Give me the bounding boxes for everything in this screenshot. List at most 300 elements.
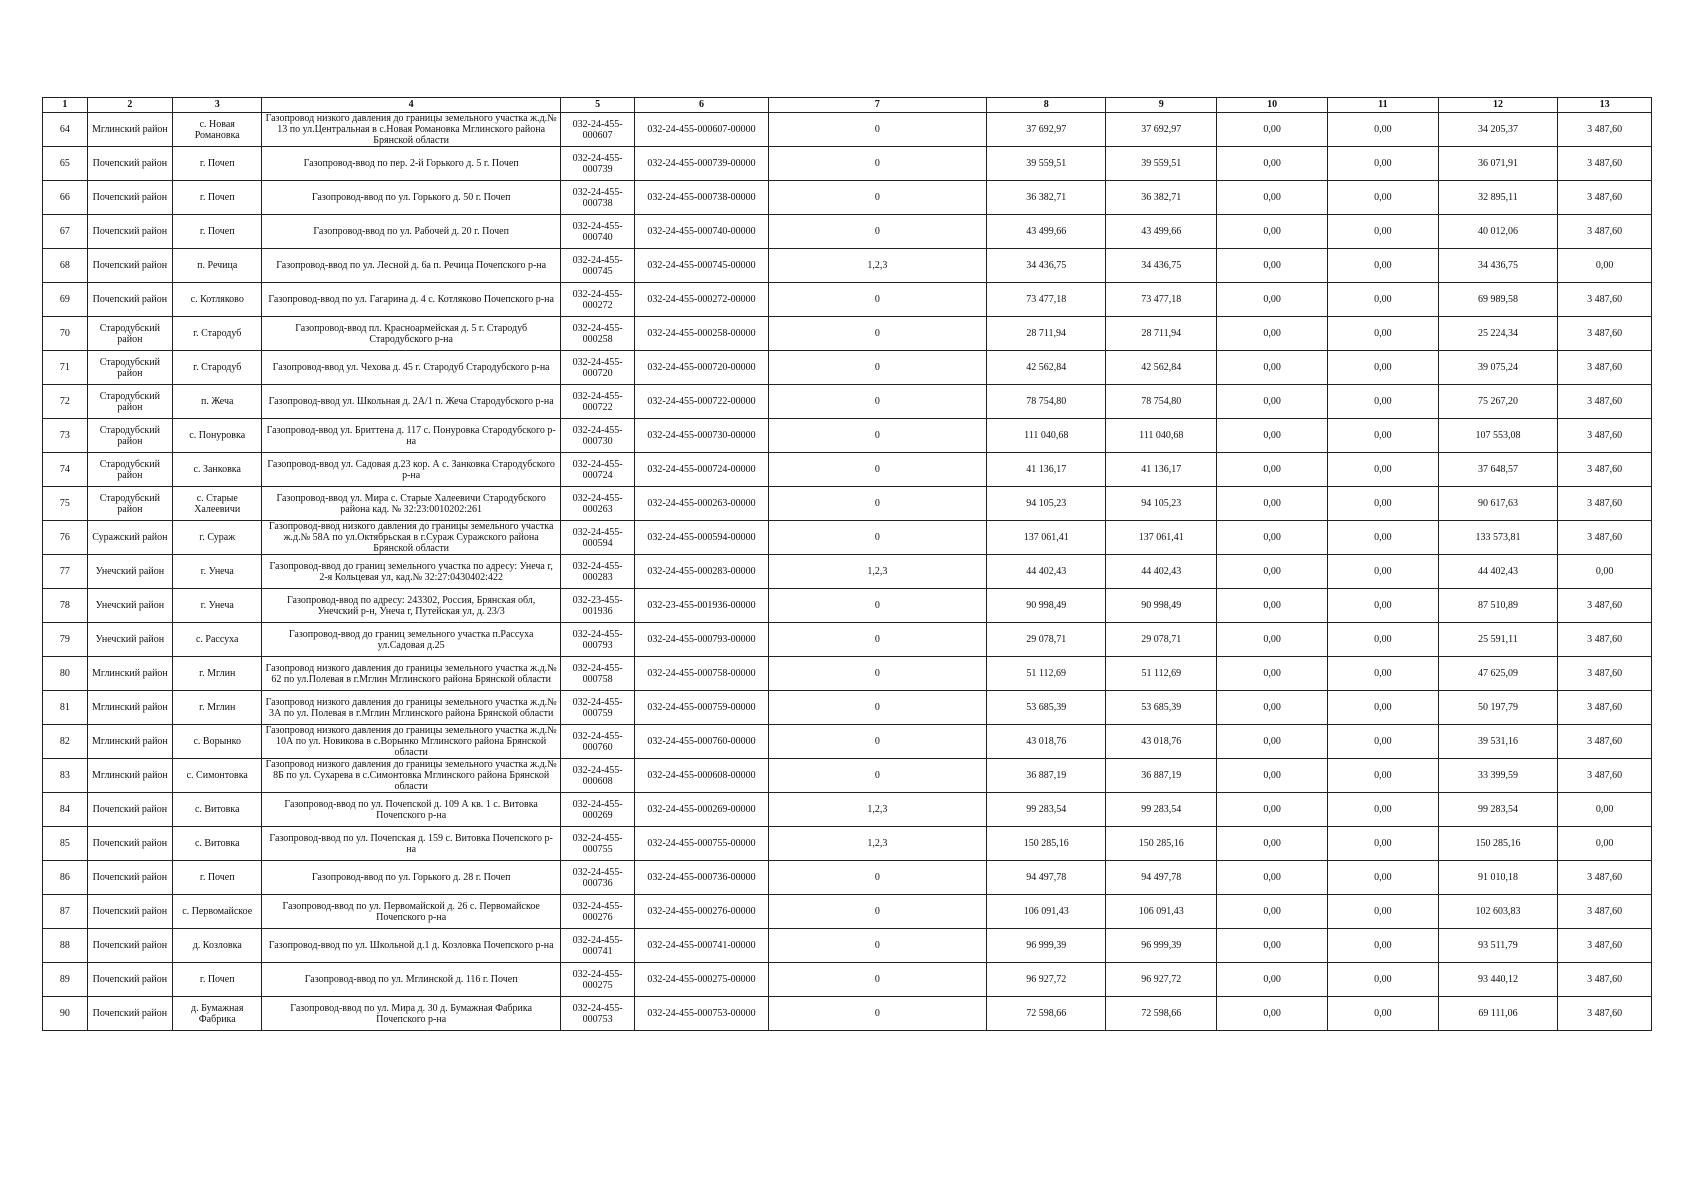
- object-description-cell: Газопровод-ввод по адресу: 243302, Россия, Брянская обл, Унечский р-н, Унеча г, Путейская ул, д. 23/3: [262, 589, 560, 623]
- inventory-number-cell: 032-24-455-000755: [560, 827, 635, 861]
- column-13-value-cell: 0,00: [1558, 827, 1652, 861]
- column-12-value-cell: 75 267,20: [1438, 385, 1557, 419]
- cadastral-number-cell: 032-23-455-001936-00000: [635, 589, 768, 623]
- inventory-number-cell: 032-24-455-000607: [560, 113, 635, 147]
- table-row: [43, 759, 1652, 793]
- column-13-value-cell: 3 487,60: [1558, 997, 1652, 1031]
- column-7-cell: 0: [768, 589, 986, 623]
- column-12-value-cell: 47 625,09: [1438, 657, 1557, 691]
- cadastral-number-cell: 032-24-455-000283-00000: [635, 555, 768, 589]
- column-10-value-cell: 0,00: [1217, 793, 1328, 827]
- table-body: [43, 113, 1652, 1031]
- column-8-value-cell: 37 692,97: [987, 113, 1106, 147]
- table-row: [43, 861, 1652, 895]
- column-12-value-cell: 91 010,18: [1438, 861, 1557, 895]
- column-7-cell: 0: [768, 963, 986, 997]
- column-11-value-cell: 0,00: [1327, 147, 1438, 181]
- row-number-cell: 67: [43, 215, 88, 249]
- settlement-cell: г. Стародуб: [172, 351, 262, 385]
- column-10-value-cell: 0,00: [1217, 963, 1328, 997]
- column-13-value-cell: 3 487,60: [1558, 453, 1652, 487]
- column-7-cell: 0: [768, 929, 986, 963]
- district-cell: Почепский район: [87, 147, 172, 181]
- row-number-cell: 87: [43, 895, 88, 929]
- inventory-number-cell: 032-24-455-000722: [560, 385, 635, 419]
- column-11-value-cell: 0,00: [1327, 861, 1438, 895]
- column-11-value-cell: 0,00: [1327, 895, 1438, 929]
- column-header: 13: [1558, 98, 1652, 113]
- column-12-value-cell: 93 440,12: [1438, 963, 1557, 997]
- column-7-cell: 0: [768, 283, 986, 317]
- column-8-value-cell: 72 598,66: [987, 997, 1106, 1031]
- column-11-value-cell: 0,00: [1327, 351, 1438, 385]
- cadastral-number-cell: 032-24-455-000724-00000: [635, 453, 768, 487]
- object-description-cell: Газопровод низкого давления до границы земельного участка ж.д.№ 62 по ул.Полевая в г.Мглин Мглинского района Брянской области: [262, 657, 560, 691]
- column-8-value-cell: 150 285,16: [987, 827, 1106, 861]
- row-number-cell: 77: [43, 555, 88, 589]
- object-description-cell: Газопровод-ввод по ул. Мира д. 30 д. Бумажная Фабрика Почепского р-на: [262, 997, 560, 1031]
- column-9-value-cell: 34 436,75: [1106, 249, 1217, 283]
- column-11-value-cell: 0,00: [1327, 181, 1438, 215]
- column-10-value-cell: 0,00: [1217, 283, 1328, 317]
- table-row: [43, 929, 1652, 963]
- column-9-value-cell: 94 497,78: [1106, 861, 1217, 895]
- column-9-value-cell: 44 402,43: [1106, 555, 1217, 589]
- table-row: [43, 997, 1652, 1031]
- column-12-value-cell: 87 510,89: [1438, 589, 1557, 623]
- settlement-cell: г. Стародуб: [172, 317, 262, 351]
- column-10-value-cell: 0,00: [1217, 317, 1328, 351]
- row-number-cell: 69: [43, 283, 88, 317]
- column-header: 6: [635, 98, 768, 113]
- column-10-value-cell: 0,00: [1217, 351, 1328, 385]
- settlement-cell: с. Занковка: [172, 453, 262, 487]
- column-12-value-cell: 39 531,16: [1438, 725, 1557, 759]
- row-number-cell: 89: [43, 963, 88, 997]
- column-13-value-cell: 3 487,60: [1558, 147, 1652, 181]
- row-number-cell: 84: [43, 793, 88, 827]
- column-12-value-cell: 90 617,63: [1438, 487, 1557, 521]
- district-cell: Почепский район: [87, 283, 172, 317]
- column-11-value-cell: 0,00: [1327, 623, 1438, 657]
- row-number-cell: 71: [43, 351, 88, 385]
- column-10-value-cell: 0,00: [1217, 997, 1328, 1031]
- district-cell: Унечский район: [87, 589, 172, 623]
- inventory-number-cell: 032-24-455-000759: [560, 691, 635, 725]
- table-row: [43, 147, 1652, 181]
- settlement-cell: с. Ворынко: [172, 725, 262, 759]
- row-number-cell: 88: [43, 929, 88, 963]
- settlement-cell: с. Старые Халеевичи: [172, 487, 262, 521]
- table-row: [43, 215, 1652, 249]
- column-9-value-cell: 39 559,51: [1106, 147, 1217, 181]
- cadastral-number-cell: 032-24-455-000736-00000: [635, 861, 768, 895]
- column-8-value-cell: 90 998,49: [987, 589, 1106, 623]
- column-9-value-cell: 41 136,17: [1106, 453, 1217, 487]
- column-12-value-cell: 40 012,06: [1438, 215, 1557, 249]
- column-header: 2: [87, 98, 172, 113]
- column-12-value-cell: 25 591,11: [1438, 623, 1557, 657]
- column-11-value-cell: 0,00: [1327, 555, 1438, 589]
- object-description-cell: Газопровод-ввод до границ земельного участка по адресу: Унеча г, 2-я Кольцевая ул, кад.№ 32:27:0430402:422: [262, 555, 560, 589]
- district-cell: Почепский район: [87, 895, 172, 929]
- district-cell: Почепский район: [87, 929, 172, 963]
- district-cell: Мглинский район: [87, 691, 172, 725]
- column-number-row: [43, 98, 1652, 113]
- column-10-value-cell: 0,00: [1217, 725, 1328, 759]
- district-cell: Мглинский район: [87, 725, 172, 759]
- object-description-cell: Газопровод-ввод низкого давления до границы земельного участка ж.д.№ 58А по ул.Октябрьская в г.Сураж Суражского района Брянской области: [262, 521, 560, 555]
- column-7-cell: 0: [768, 215, 986, 249]
- column-13-value-cell: 3 487,60: [1558, 351, 1652, 385]
- object-description-cell: Газопровод-ввод до границ земельного участка п.Рассуха ул.Садовая д.25: [262, 623, 560, 657]
- table-row: [43, 113, 1652, 147]
- cadastral-number-cell: 032-24-455-000739-00000: [635, 147, 768, 181]
- column-9-value-cell: 111 040,68: [1106, 419, 1217, 453]
- column-9-value-cell: 72 598,66: [1106, 997, 1217, 1031]
- district-cell: Почепский район: [87, 963, 172, 997]
- column-12-value-cell: 39 075,24: [1438, 351, 1557, 385]
- column-12-value-cell: 34 436,75: [1438, 249, 1557, 283]
- column-9-value-cell: 137 061,41: [1106, 521, 1217, 555]
- row-number-cell: 86: [43, 861, 88, 895]
- column-13-value-cell: 3 487,60: [1558, 759, 1652, 793]
- column-13-value-cell: 3 487,60: [1558, 521, 1652, 555]
- column-12-value-cell: 150 285,16: [1438, 827, 1557, 861]
- column-10-value-cell: 0,00: [1217, 453, 1328, 487]
- column-13-value-cell: 3 487,60: [1558, 419, 1652, 453]
- inventory-number-cell: 032-24-455-000594: [560, 521, 635, 555]
- document-page: [42, 97, 1652, 1031]
- inventory-number-cell: 032-24-455-000739: [560, 147, 635, 181]
- settlement-cell: с. Новая Романовка: [172, 113, 262, 147]
- table-row: [43, 453, 1652, 487]
- column-8-value-cell: 106 091,43: [987, 895, 1106, 929]
- column-13-value-cell: 3 487,60: [1558, 657, 1652, 691]
- district-cell: Почепский район: [87, 793, 172, 827]
- column-11-value-cell: 0,00: [1327, 759, 1438, 793]
- table-row: [43, 249, 1652, 283]
- settlement-cell: г. Мглин: [172, 691, 262, 725]
- row-number-cell: 65: [43, 147, 88, 181]
- cadastral-number-cell: 032-24-455-000722-00000: [635, 385, 768, 419]
- column-10-value-cell: 0,00: [1217, 657, 1328, 691]
- cadastral-number-cell: 032-24-455-000793-00000: [635, 623, 768, 657]
- district-cell: Стародубский район: [87, 419, 172, 453]
- column-13-value-cell: 0,00: [1558, 249, 1652, 283]
- column-12-value-cell: 133 573,81: [1438, 521, 1557, 555]
- settlement-cell: с. Котляково: [172, 283, 262, 317]
- column-11-value-cell: 0,00: [1327, 249, 1438, 283]
- inventory-number-cell: 032-24-455-000283: [560, 555, 635, 589]
- column-10-value-cell: 0,00: [1217, 521, 1328, 555]
- object-description-cell: Газопровод низкого давления до границы земельного участка ж.д.№ 3А по ул. Полевая в г.Мглин Мглинского района Брянской области: [262, 691, 560, 725]
- column-12-value-cell: 50 197,79: [1438, 691, 1557, 725]
- column-13-value-cell: 3 487,60: [1558, 589, 1652, 623]
- settlement-cell: д. Козловка: [172, 929, 262, 963]
- district-cell: Суражский район: [87, 521, 172, 555]
- object-description-cell: Газопровод-ввод по ул. Почепская д. 159 с. Витовка Почепского р-на: [262, 827, 560, 861]
- column-11-value-cell: 0,00: [1327, 827, 1438, 861]
- row-number-cell: 82: [43, 725, 88, 759]
- cadastral-number-cell: 032-24-455-000740-00000: [635, 215, 768, 249]
- inventory-number-cell: 032-24-455-000741: [560, 929, 635, 963]
- settlement-cell: г. Почеп: [172, 861, 262, 895]
- column-10-value-cell: 0,00: [1217, 895, 1328, 929]
- settlement-cell: г. Почеп: [172, 215, 262, 249]
- column-7-cell: 1,2,3: [768, 827, 986, 861]
- column-12-value-cell: 37 648,57: [1438, 453, 1557, 487]
- district-cell: Мглинский район: [87, 759, 172, 793]
- table-row: [43, 691, 1652, 725]
- column-8-value-cell: 111 040,68: [987, 419, 1106, 453]
- row-number-cell: 74: [43, 453, 88, 487]
- column-13-value-cell: 3 487,60: [1558, 861, 1652, 895]
- settlement-cell: п. Речица: [172, 249, 262, 283]
- settlement-cell: с. Витовка: [172, 793, 262, 827]
- column-8-value-cell: 43 018,76: [987, 725, 1106, 759]
- district-cell: Почепский район: [87, 997, 172, 1031]
- cadastral-number-cell: 032-24-455-000759-00000: [635, 691, 768, 725]
- row-number-cell: 76: [43, 521, 88, 555]
- column-13-value-cell: 3 487,60: [1558, 113, 1652, 147]
- column-12-value-cell: 69 111,06: [1438, 997, 1557, 1031]
- inventory-number-cell: 032-24-455-000720: [560, 351, 635, 385]
- column-8-value-cell: 99 283,54: [987, 793, 1106, 827]
- settlement-cell: с. Понуровка: [172, 419, 262, 453]
- column-11-value-cell: 0,00: [1327, 997, 1438, 1031]
- column-7-cell: 0: [768, 487, 986, 521]
- table-row: [43, 487, 1652, 521]
- table-row: [43, 895, 1652, 929]
- column-11-value-cell: 0,00: [1327, 487, 1438, 521]
- column-9-value-cell: 150 285,16: [1106, 827, 1217, 861]
- column-7-cell: 0: [768, 419, 986, 453]
- district-cell: Почепский район: [87, 861, 172, 895]
- column-10-value-cell: 0,00: [1217, 589, 1328, 623]
- object-description-cell: Газопровод-ввод по ул. Горького д. 28 г. Почеп: [262, 861, 560, 895]
- column-8-value-cell: 34 436,75: [987, 249, 1106, 283]
- column-13-value-cell: 3 487,60: [1558, 691, 1652, 725]
- column-12-value-cell: 99 283,54: [1438, 793, 1557, 827]
- column-10-value-cell: 0,00: [1217, 759, 1328, 793]
- column-8-value-cell: 53 685,39: [987, 691, 1106, 725]
- column-8-value-cell: 137 061,41: [987, 521, 1106, 555]
- column-13-value-cell: 3 487,60: [1558, 487, 1652, 521]
- district-cell: Почепский район: [87, 827, 172, 861]
- column-header: 8: [987, 98, 1106, 113]
- column-7-cell: 0: [768, 113, 986, 147]
- row-number-cell: 78: [43, 589, 88, 623]
- cadastral-number-cell: 032-24-455-000730-00000: [635, 419, 768, 453]
- cadastral-number-cell: 032-24-455-000276-00000: [635, 895, 768, 929]
- column-13-value-cell: 3 487,60: [1558, 215, 1652, 249]
- cadastral-number-cell: 032-24-455-000720-00000: [635, 351, 768, 385]
- column-13-value-cell: 3 487,60: [1558, 929, 1652, 963]
- cadastral-number-cell: 032-24-455-000753-00000: [635, 997, 768, 1031]
- settlement-cell: п. Жеча: [172, 385, 262, 419]
- column-9-value-cell: 78 754,80: [1106, 385, 1217, 419]
- column-header: 9: [1106, 98, 1217, 113]
- inventory-number-cell: 032-24-455-000740: [560, 215, 635, 249]
- column-11-value-cell: 0,00: [1327, 929, 1438, 963]
- column-8-value-cell: 36 382,71: [987, 181, 1106, 215]
- district-cell: Почепский район: [87, 249, 172, 283]
- row-number-cell: 64: [43, 113, 88, 147]
- table-row: [43, 623, 1652, 657]
- object-description-cell: Газопровод-ввод ул. Бриттена д. 117 с. Понуровка Стародубского р-на: [262, 419, 560, 453]
- column-8-value-cell: 41 136,17: [987, 453, 1106, 487]
- column-7-cell: 0: [768, 861, 986, 895]
- column-12-value-cell: 34 205,37: [1438, 113, 1557, 147]
- district-cell: Унечский район: [87, 623, 172, 657]
- column-7-cell: 0: [768, 147, 986, 181]
- inventory-number-cell: 032-23-455-001936: [560, 589, 635, 623]
- column-12-value-cell: 107 553,08: [1438, 419, 1557, 453]
- settlement-cell: г. Сураж: [172, 521, 262, 555]
- object-description-cell: Газопровод-ввод по ул. Почепской д. 109 А кв. 1 с. Витовка Почепского р-на: [262, 793, 560, 827]
- table-row: [43, 725, 1652, 759]
- column-7-cell: 1,2,3: [768, 249, 986, 283]
- inventory-number-cell: 032-24-455-000758: [560, 657, 635, 691]
- column-12-value-cell: 69 989,58: [1438, 283, 1557, 317]
- column-12-value-cell: 33 399,59: [1438, 759, 1557, 793]
- column-10-value-cell: 0,00: [1217, 215, 1328, 249]
- cadastral-number-cell: 032-24-455-000275-00000: [635, 963, 768, 997]
- column-12-value-cell: 25 224,34: [1438, 317, 1557, 351]
- column-11-value-cell: 0,00: [1327, 385, 1438, 419]
- settlement-cell: г. Почеп: [172, 963, 262, 997]
- district-cell: Унечский район: [87, 555, 172, 589]
- object-description-cell: Газопровод-ввод по ул. Горького д. 50 г. Почеп: [262, 181, 560, 215]
- column-8-value-cell: 78 754,80: [987, 385, 1106, 419]
- inventory-number-cell: 032-24-455-000608: [560, 759, 635, 793]
- column-13-value-cell: 0,00: [1558, 793, 1652, 827]
- column-8-value-cell: 43 499,66: [987, 215, 1106, 249]
- column-7-cell: 0: [768, 725, 986, 759]
- column-9-value-cell: 99 283,54: [1106, 793, 1217, 827]
- table-row: [43, 385, 1652, 419]
- inventory-number-cell: 032-24-455-000263: [560, 487, 635, 521]
- column-10-value-cell: 0,00: [1217, 861, 1328, 895]
- column-9-value-cell: 29 078,71: [1106, 623, 1217, 657]
- column-11-value-cell: 0,00: [1327, 317, 1438, 351]
- column-9-value-cell: 73 477,18: [1106, 283, 1217, 317]
- column-11-value-cell: 0,00: [1327, 283, 1438, 317]
- object-description-cell: Газопровод низкого давления до границы земельного участка ж.д.№ 8Б по ул. Сухарева в с.Симонтовка Мглинского района Брянской области: [262, 759, 560, 793]
- column-13-value-cell: 3 487,60: [1558, 317, 1652, 351]
- inventory-number-cell: 032-24-455-000745: [560, 249, 635, 283]
- column-header: 10: [1217, 98, 1328, 113]
- column-11-value-cell: 0,00: [1327, 725, 1438, 759]
- object-description-cell: Газопровод-ввод пл. Красноармейская д. 5 г. Стародуб Стародубского р-на: [262, 317, 560, 351]
- object-description-cell: Газопровод-ввод ул. Школьная д. 2А/1 п. Жеча Стародубского р-на: [262, 385, 560, 419]
- column-9-value-cell: 90 998,49: [1106, 589, 1217, 623]
- object-description-cell: Газопровод-ввод по ул. Школьной д.1 д. Козловка Почепского р-на: [262, 929, 560, 963]
- column-9-value-cell: 37 692,97: [1106, 113, 1217, 147]
- district-cell: Стародубский район: [87, 385, 172, 419]
- settlement-cell: г. Унеча: [172, 589, 262, 623]
- column-13-value-cell: 3 487,60: [1558, 181, 1652, 215]
- column-7-cell: 0: [768, 351, 986, 385]
- cadastral-number-cell: 032-24-455-000594-00000: [635, 521, 768, 555]
- column-13-value-cell: 3 487,60: [1558, 895, 1652, 929]
- settlement-cell: с. Витовка: [172, 827, 262, 861]
- row-number-cell: 70: [43, 317, 88, 351]
- column-11-value-cell: 0,00: [1327, 657, 1438, 691]
- column-7-cell: 1,2,3: [768, 793, 986, 827]
- column-9-value-cell: 106 091,43: [1106, 895, 1217, 929]
- table-row: [43, 963, 1652, 997]
- registry-table: [42, 97, 1652, 1031]
- column-13-value-cell: 3 487,60: [1558, 385, 1652, 419]
- column-9-value-cell: 96 999,39: [1106, 929, 1217, 963]
- district-cell: Мглинский район: [87, 113, 172, 147]
- cadastral-number-cell: 032-24-455-000258-00000: [635, 317, 768, 351]
- inventory-number-cell: 032-24-455-000272: [560, 283, 635, 317]
- district-cell: Почепский район: [87, 215, 172, 249]
- column-10-value-cell: 0,00: [1217, 827, 1328, 861]
- column-8-value-cell: 73 477,18: [987, 283, 1106, 317]
- column-header: 3: [172, 98, 262, 113]
- column-9-value-cell: 42 562,84: [1106, 351, 1217, 385]
- column-10-value-cell: 0,00: [1217, 929, 1328, 963]
- column-7-cell: 0: [768, 691, 986, 725]
- cadastral-number-cell: 032-24-455-000758-00000: [635, 657, 768, 691]
- column-10-value-cell: 0,00: [1217, 691, 1328, 725]
- column-8-value-cell: 42 562,84: [987, 351, 1106, 385]
- column-11-value-cell: 0,00: [1327, 589, 1438, 623]
- column-11-value-cell: 0,00: [1327, 963, 1438, 997]
- inventory-number-cell: 032-24-455-000275: [560, 963, 635, 997]
- column-9-value-cell: 43 018,76: [1106, 725, 1217, 759]
- column-10-value-cell: 0,00: [1217, 555, 1328, 589]
- column-10-value-cell: 0,00: [1217, 419, 1328, 453]
- column-11-value-cell: 0,00: [1327, 691, 1438, 725]
- row-number-cell: 66: [43, 181, 88, 215]
- column-8-value-cell: 28 711,94: [987, 317, 1106, 351]
- column-7-cell: 0: [768, 453, 986, 487]
- cadastral-number-cell: 032-24-455-000269-00000: [635, 793, 768, 827]
- inventory-number-cell: 032-24-455-000738: [560, 181, 635, 215]
- row-number-cell: 68: [43, 249, 88, 283]
- column-10-value-cell: 0,00: [1217, 147, 1328, 181]
- column-8-value-cell: 51 112,69: [987, 657, 1106, 691]
- inventory-number-cell: 032-24-455-000258: [560, 317, 635, 351]
- object-description-cell: Газопровод низкого давления до границы земельного участка ж.д.№ 13 по ул.Центральная в с.Новая Романовка Мглинского района Брянской области: [262, 113, 560, 147]
- column-13-value-cell: 3 487,60: [1558, 725, 1652, 759]
- column-header: 12: [1438, 98, 1557, 113]
- column-7-cell: 0: [768, 181, 986, 215]
- column-9-value-cell: 53 685,39: [1106, 691, 1217, 725]
- column-9-value-cell: 43 499,66: [1106, 215, 1217, 249]
- column-8-value-cell: 29 078,71: [987, 623, 1106, 657]
- column-7-cell: 0: [768, 895, 986, 929]
- table-row: [43, 827, 1652, 861]
- column-11-value-cell: 0,00: [1327, 113, 1438, 147]
- row-number-cell: 79: [43, 623, 88, 657]
- object-description-cell: Газопровод-ввод по пер. 2-й Горького д. 5 г. Почеп: [262, 147, 560, 181]
- column-header: 1: [43, 98, 88, 113]
- settlement-cell: г. Почеп: [172, 147, 262, 181]
- cadastral-number-cell: 032-24-455-000607-00000: [635, 113, 768, 147]
- object-description-cell: Газопровод-ввод ул. Чехова д. 45 г. Стародуб Стародубского р-на: [262, 351, 560, 385]
- column-8-value-cell: 94 497,78: [987, 861, 1106, 895]
- inventory-number-cell: 032-24-455-000793: [560, 623, 635, 657]
- inventory-number-cell: 032-24-455-000269: [560, 793, 635, 827]
- object-description-cell: Газопровод-ввод ул. Садовая д.23 кор. А с. Занковка Стародубского р-на: [262, 453, 560, 487]
- cadastral-number-cell: 032-24-455-000760-00000: [635, 725, 768, 759]
